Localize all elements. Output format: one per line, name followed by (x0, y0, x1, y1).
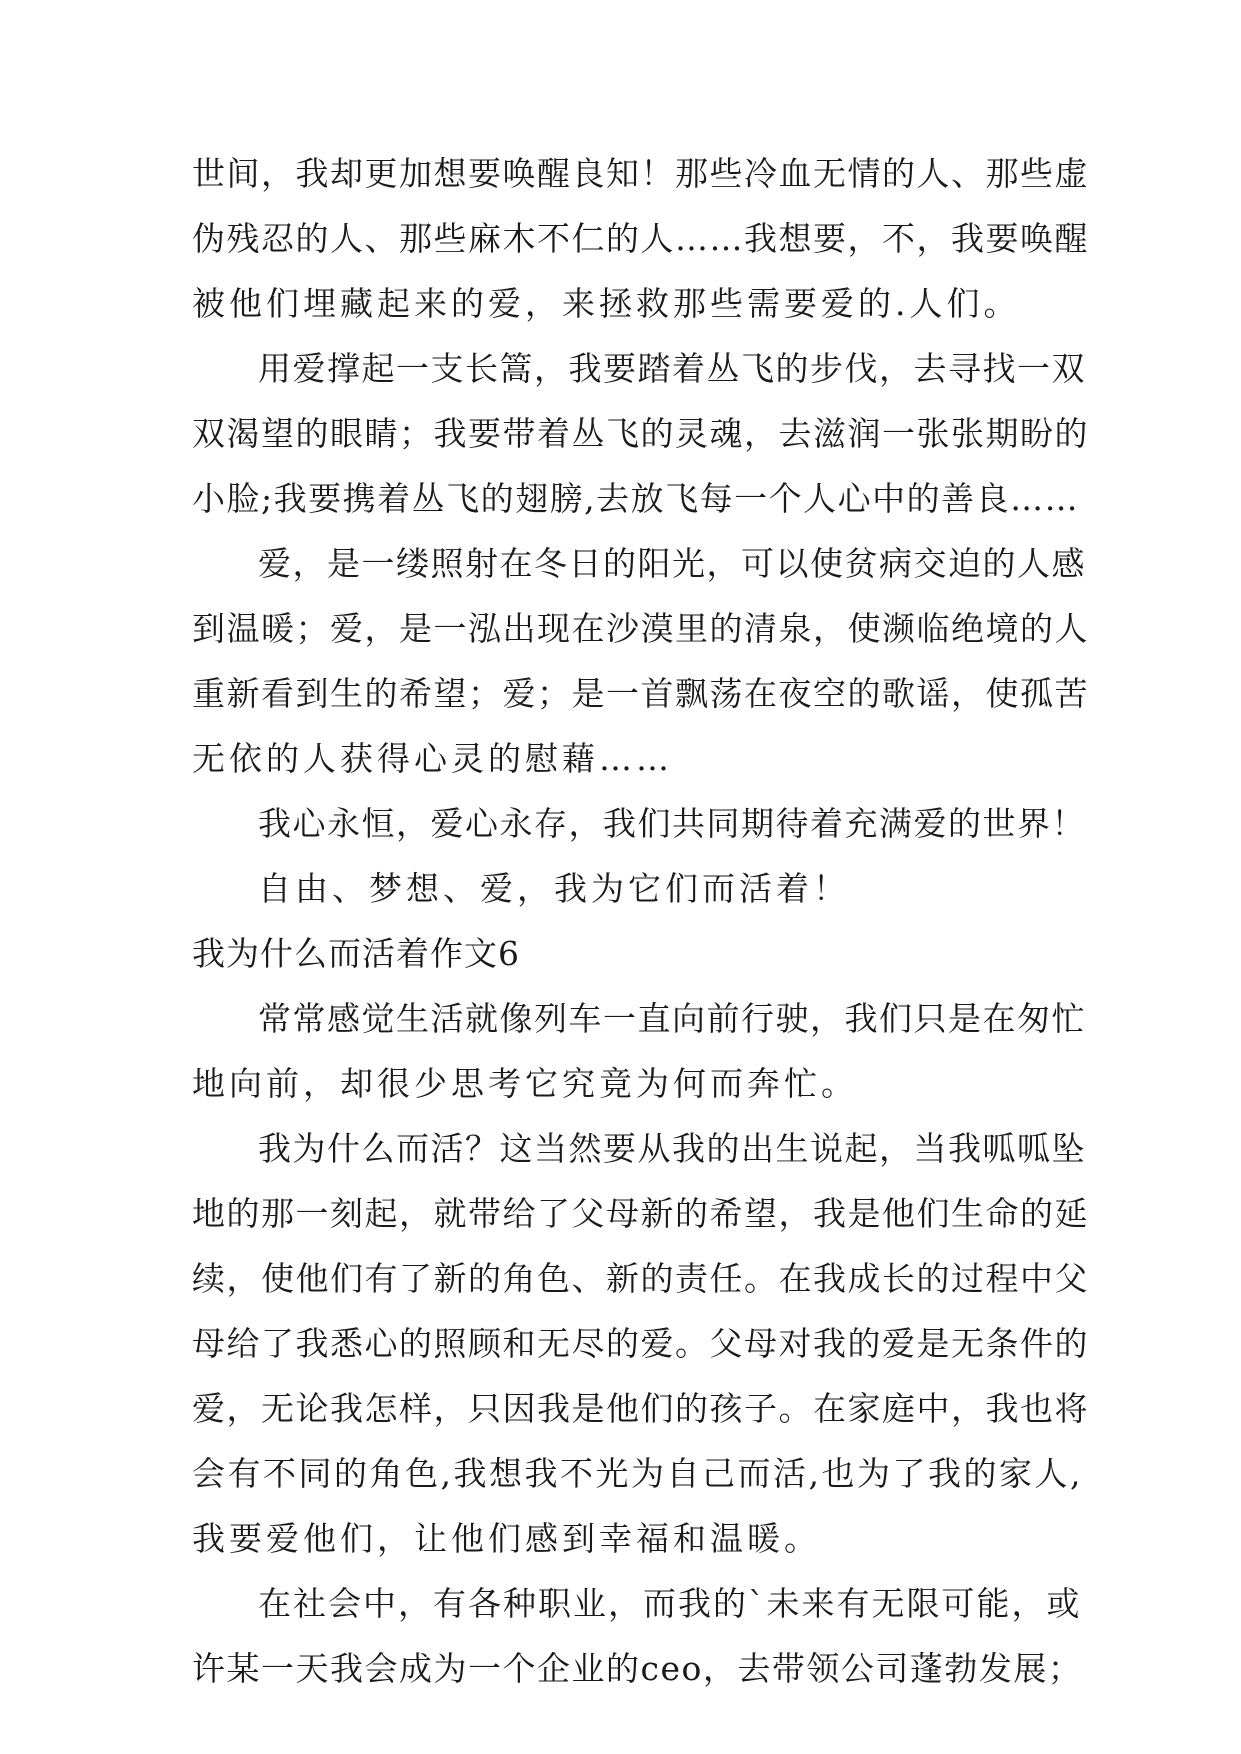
text-line: 到温暖；爱，是一泓出现在沙漠里的清泉，使濒临绝境的人 (192, 609, 1089, 648)
text-line: 无依的人获得心灵的慰藉…… (192, 739, 673, 778)
text-line: 我要爱他们，让他们感到幸福和温暖。 (192, 1519, 821, 1558)
text-line: 双渴望的眼睛；我要带着丛飞的灵魂，去滋润一张张期盼的 (192, 414, 1089, 453)
text-line: 被他们埋藏起来的爱，来拯救那些需要爱的.人们。 (192, 284, 1021, 323)
text-line: 地向前，却很少思考它究竟为何而奔忙。 (192, 1064, 858, 1103)
text-line: 世间，我却更加想要唤醒良知！那些冷血无情的人、那些虚 (192, 154, 1089, 193)
paragraph-line: 我为什么而活？这当然要从我的出生说起，当我呱呱坠 (258, 1129, 1086, 1168)
text-line: 小脸;我要携着丛飞的翅膀,去放飞每一个人心中的善良…… (192, 479, 1080, 518)
paragraph-line: 爱，是一缕照射在冬日的阳光，可以使贫病交迫的人感 (258, 544, 1086, 583)
section-heading: 我为什么而活着作文6 (192, 934, 520, 973)
text-line: 母给了我悉心的照顾和无尽的爱。父母对我的爱是无条件的 (192, 1324, 1089, 1363)
paragraph-line: 自由、梦想、爱，我为它们而活着！ (258, 869, 850, 908)
text-line: 会有不同的角色,我想我不光为自己而活,也为了我的家人, (192, 1454, 1083, 1493)
paragraph-line: 用爱撑起一支长篙，我要踏着丛飞的步伐，去寻找一双 (258, 349, 1086, 388)
paragraph-line: 在社会中，有各种职业，而我的`未来有无限可能，或 (258, 1584, 1082, 1623)
paragraph-line: 常常感觉生活就像列车一直向前行驶，我们只是在匆忙 (258, 999, 1086, 1038)
text-line: 地的那一刻起，就带给了父母新的希望，我是他们生命的延 (192, 1194, 1089, 1233)
text-line: 伪残忍的人、那些麻木不仁的人……我想要，不，我要唤醒 (192, 219, 1089, 258)
text-line: 重新看到生的希望；爱；是一首飘荡在夜空的歌谣，使孤苦 (192, 674, 1089, 713)
text-line: 续，使他们有了新的角色、新的责任。在我成长的过程中父 (192, 1259, 1089, 1298)
text-line: 许某一天我会成为一个企业的ceo，去带领公司蓬勃发展； (192, 1649, 1083, 1688)
paragraph-line: 我心永恒，爱心永存，我们共同期待着充满爱的世界！ (258, 804, 1086, 843)
text-line: 爱，无论我怎样，只因我是他们的孩子。在家庭中，我也将 (192, 1389, 1089, 1428)
